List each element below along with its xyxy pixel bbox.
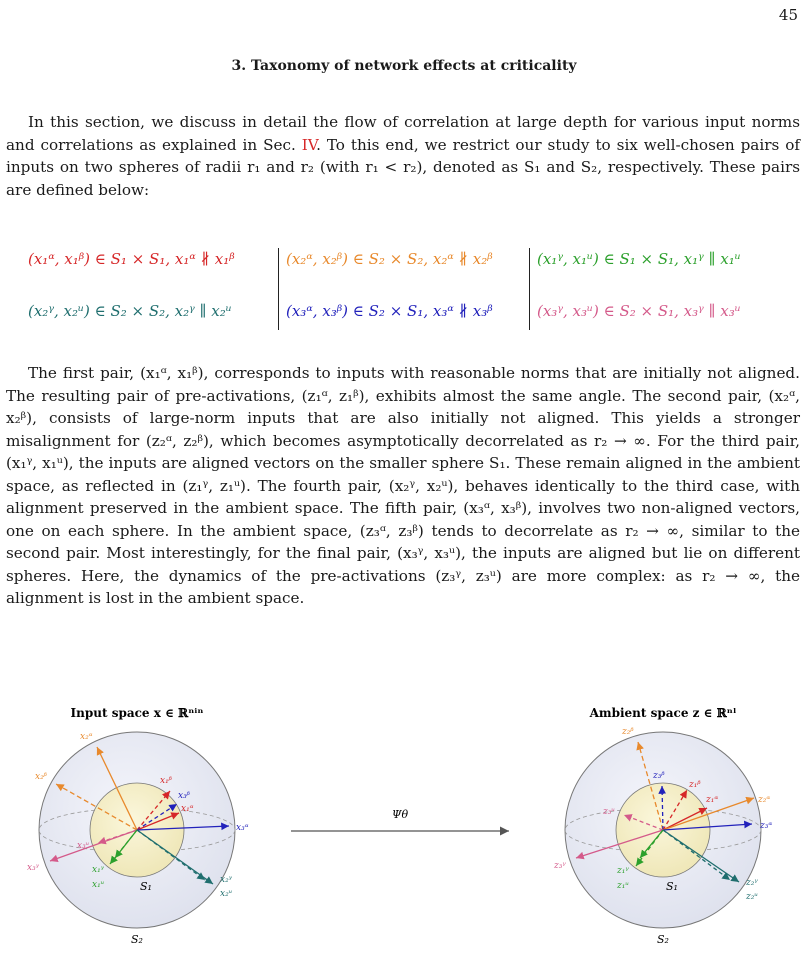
label-x3-alpha: x₃ᵅ xyxy=(236,823,249,833)
label-x3-mu: x₃ᵘ xyxy=(77,841,90,851)
pair-divider xyxy=(278,248,279,330)
section-title: 3. Taxonomy of network effects at criticality xyxy=(231,58,577,74)
map-label: Ψθ xyxy=(391,808,409,821)
pair-6: (x₃ᵞ, x₃ᵘ) ∈ S₂ × S₁, x₃ᵞ ∥ x₃ᵘ xyxy=(537,302,741,320)
pair-1: (x₁ᵅ, x₁ᵝ) ∈ S₁ × S₁, x₁ᵅ ∦ x₁ᵝ xyxy=(28,250,235,268)
label-x2-mu: x₂ᵘ xyxy=(220,889,233,899)
pair-definitions xyxy=(28,248,788,328)
inner-sphere-label-left: S₁ xyxy=(140,880,152,893)
label-z3-mu: z₃ᵘ xyxy=(603,807,615,817)
section-ref-link[interactable]: IV xyxy=(301,135,317,154)
label-z2-mu: z₂ᵘ xyxy=(746,892,758,902)
label-x2-beta: x₂ᵝ xyxy=(35,772,47,782)
label-x2-alpha: x₂ᵅ xyxy=(80,732,93,742)
pair-5: (x₃ᵅ, x₃ᵝ) ∈ S₂ × S₁, x₃ᵅ ∦ x₃ᵝ xyxy=(286,302,493,320)
label-z3-alpha: z₃ᵅ xyxy=(760,821,773,831)
right-panel-title: Ambient space z ∈ ℝⁿˡ xyxy=(589,706,737,720)
label-z2-beta: z₂ᵝ xyxy=(622,727,634,737)
sphere-diagram xyxy=(0,690,808,951)
pair-4: (x₂ᵞ, x₂ᵘ) ∈ S₂ × S₂, x₂ᵞ ∥ x₂ᵘ xyxy=(28,302,232,320)
sphere-figure xyxy=(0,690,808,951)
label-z2-gamma: z₂ᵞ xyxy=(746,878,758,888)
label-x1-mu: x₁ᵘ xyxy=(92,880,105,890)
label-x3-beta: x₃ᵝ xyxy=(178,791,190,801)
label-x1-beta: x₁ᵝ xyxy=(160,776,172,786)
inner-sphere-label-right: S₁ xyxy=(666,880,678,893)
label-x1-alpha: x₁ᵅ xyxy=(181,804,194,814)
label-z3-gamma: z₃ᵞ xyxy=(554,861,566,871)
label-z1-beta: z₁ᵝ xyxy=(689,780,701,790)
label-x3-gamma: x₃ᵞ xyxy=(27,863,40,873)
label-z2-alpha: z₂ᵅ xyxy=(758,795,771,805)
outer-sphere-label-right: S₂ xyxy=(657,933,669,946)
label-x1-gamma: x₁ᵞ xyxy=(92,865,105,875)
discussion-paragraph: The first pair, (x₁ᵅ, x₁ᵝ), corresponds to inputs with reasonable norms that are initially not aligned. The resulting pair of pre-activations, (z₁ᵅ, z₁ᵝ), exhibits almost the same angle. The second pair, (x₂ᵅ, x₂ᵝ), consists of large-norm inputs that are also initially not aligned. This yields a stronger misalignment for (z₂ᵅ, z₂ᵝ), which becomes asymptotically decorrelated as r₂ → ∞. For the third pair, (x₁ᵞ, x₁ᵘ), the inputs are aligned vectors on the smaller sphere S₁. These remain aligned in the ambient space, as reflected in (z₁ᵞ, z₁ᵘ). The fourth pair, (x₂ᵞ, x₂ᵘ), behaves identically to the third case, with alignment preserved in the ambient space. The fifth pair, (x₃ᵅ, x₃ᵝ), involves two non-aligned vectors, one on each sphere. In the ambient space, (z₃ᵅ, z₃ᵝ) tends to decorrelate as r₂ → ∞, similar to the second pair. Most interestingly, for the final pair, (x₃ᵞ, x₃ᵘ), the inputs are aligned but lie on different spheres. Here, the dynamics of the pre-activations (z₃ᵞ, z₃ᵘ) are more complex: as r₂ → ∞, the alignment is lost in the ambient space. xyxy=(6,364,800,607)
pair-2: (x₂ᵅ, x₂ᵝ) ∈ S₂ × S₂, x₂ᵅ ∦ x₂ᵝ xyxy=(286,250,493,268)
label-z1-gamma: z₁ᵞ xyxy=(617,866,629,876)
pair-3: (x₁ᵞ, x₁ᵘ) ∈ S₁ × S₁, x₁ᵞ ∥ x₁ᵘ xyxy=(537,250,741,268)
page-number: 45 xyxy=(778,6,798,24)
pair-divider xyxy=(529,248,530,330)
label-z1-alpha: z₁ᵅ xyxy=(706,795,719,805)
label-z3-beta: z₃ᵝ xyxy=(653,771,665,781)
outer-sphere-label-left: S₂ xyxy=(131,933,143,946)
label-x2-gamma: x₂ᵞ xyxy=(220,875,233,885)
intro-paragraph: In this section, we discuss in detail the flow of correlation at large depth for various input norms and correlations as explained in Sec. IV. To this end, we restrict our study to six well-chosen pairs of inputs on two spheres of radii r₁ and r₂ (with r₁ < r₂), denoted as S₁ and S₂, respectively. These pairs are defined below: xyxy=(6,113,800,199)
label-z1-mu: z₁ᵘ xyxy=(617,881,629,891)
left-panel-title: Input space x ∈ ℝⁿⁱⁿ xyxy=(70,706,204,720)
